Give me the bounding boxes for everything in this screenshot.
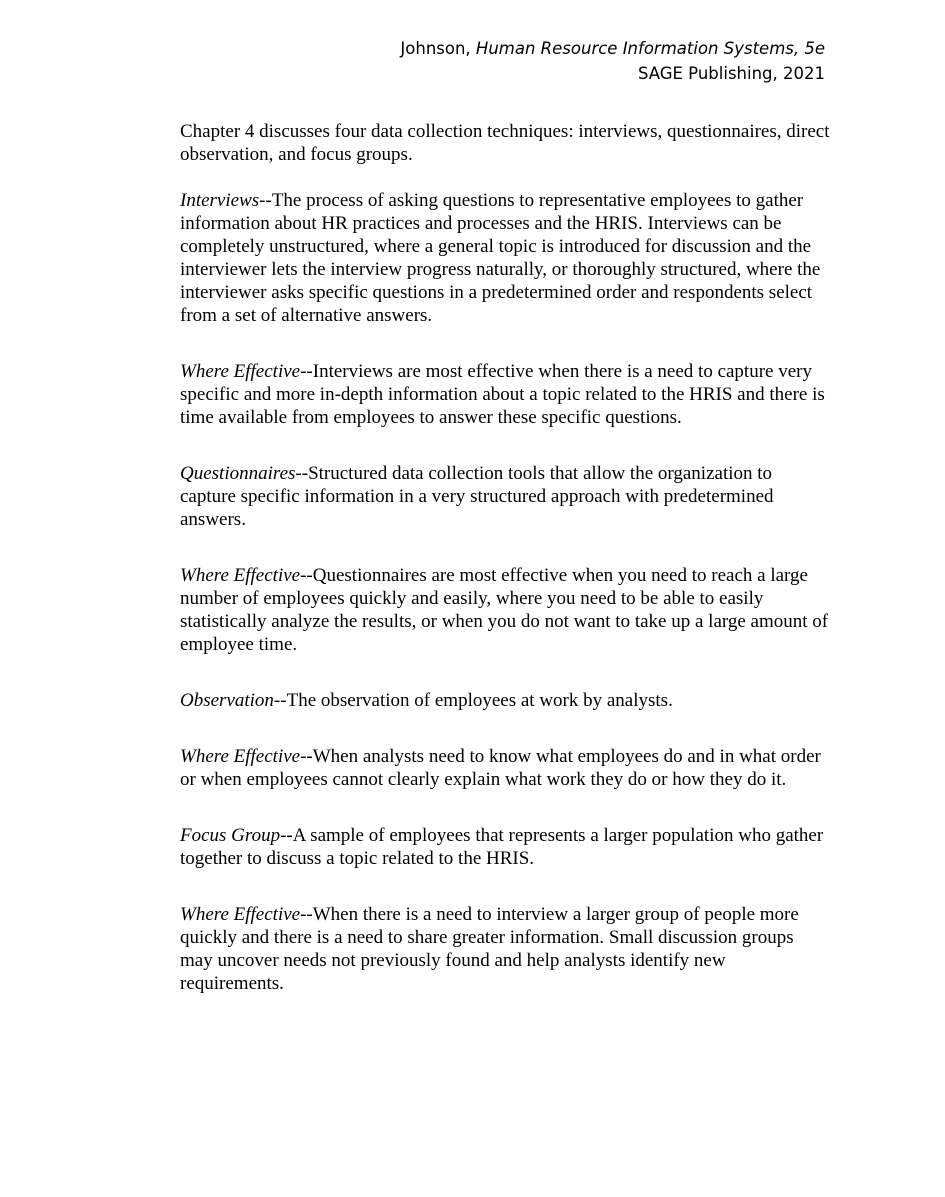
header-author: Johnson, — [400, 39, 476, 58]
document-body — [180, 120, 830, 995]
paragraph-text: The process of asking questions to representative employees to gather information about HR practices and processes and the HRIS. Interviews can be completely unstructured, where a general topic is introduced for discussion and the interviewer lets the interview progress naturally, or thoroughly structured, where the interviewer asks specific questions in a predetermined order and respondents select from a set of alternative answers. — [180, 190, 821, 326]
questionnaires-where-effective-paragraph — [180, 564, 830, 656]
paragraph-text: Structured data collection tools that allow the organization to capture specific information in a very structured approach with predetermined answers. — [180, 463, 774, 530]
observation-where-effective-paragraph — [180, 745, 830, 791]
paragraph-text: A sample of employees that represents a larger population who gather together to discuss a topic related to the HRIS. — [180, 825, 824, 869]
paragraph-term: Where Effective-- — [180, 746, 313, 767]
paragraph-text: When analysts need to know what employees do and in what order or when employees cannot clearly explain what work they do or how they do it. — [180, 746, 821, 790]
paragraph-text: Questionnaires are most effective when you need to reach a large number of employees quickly and easily, where you need to be able to easily statistically analyze the results, or when you do not want to take up a large amount of employee time. — [180, 565, 829, 655]
interviews-paragraph — [180, 189, 830, 327]
paragraph-text: The observation of employees at work by analysts. — [286, 690, 673, 711]
header-book-title: Human Resource Information Systems, 5e — [475, 39, 825, 58]
paragraph-term: Focus Group-- — [180, 825, 293, 846]
paragraph-term: Where Effective-- — [180, 904, 313, 925]
paragraph-term: Where Effective-- — [180, 361, 313, 382]
paragraph-text: Interviews are most effective when there is a need to capture very specific and more in-depth information about a topic related to the HRIS and there is time available from employees to answer these specific questions. — [180, 361, 825, 428]
paragraph-term: Observation-- — [180, 690, 287, 711]
header-citation-line — [400, 36, 825, 61]
paragraph-text: When there is a need to interview a larger group of people more quickly and there is a need to share greater information. Small discussion groups may uncover needs not previously found and help analysts identify new requirements. — [180, 904, 799, 994]
focus-group-paragraph — [180, 824, 830, 870]
questionnaires-paragraph — [180, 462, 830, 531]
observation-paragraph — [180, 689, 830, 712]
intro-paragraph — [180, 120, 830, 166]
paragraph-text: Chapter 4 discusses four data collection techniques: interviews, questionnaires, direct observation, and focus groups. — [180, 121, 830, 165]
focus-group-where-effective-paragraph — [180, 903, 830, 995]
paragraph-term: Questionnaires-- — [180, 463, 309, 484]
interviews-where-effective-paragraph — [180, 360, 830, 429]
running-header — [400, 36, 825, 86]
paragraph-term: Where Effective-- — [180, 565, 313, 586]
paragraph-term: Interviews-- — [180, 190, 272, 211]
header-publisher: SAGE Publishing, 2021 — [637, 64, 825, 83]
